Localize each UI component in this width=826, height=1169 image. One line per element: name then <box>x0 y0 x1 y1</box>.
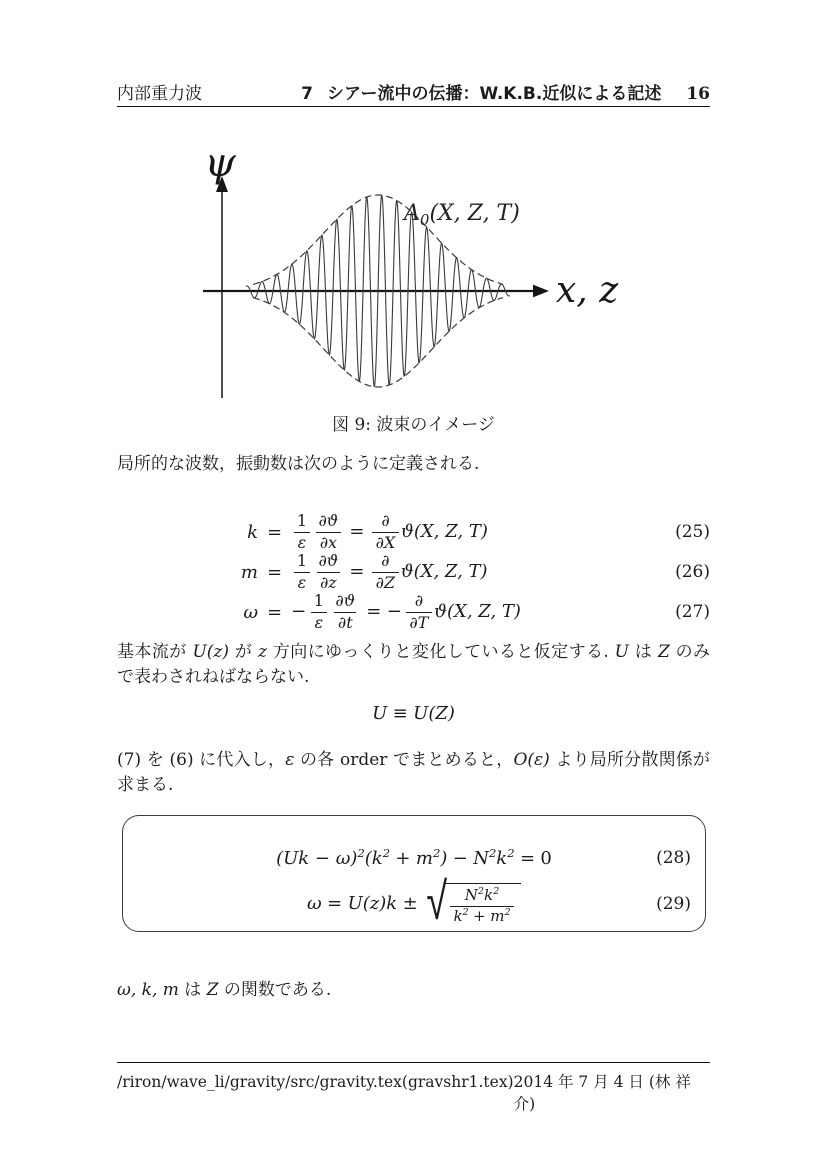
paragraph-definitions-intro: 局所的な波数，振動数は次のように定義される. <box>117 454 480 474</box>
header-section-number: 7 <box>301 84 313 104</box>
wave-packet-figure <box>150 140 620 405</box>
envelope-label: $A_0(X$, Z, T) <box>404 201 520 229</box>
equation-row-omega <box>117 592 710 632</box>
equation-rhs: − $\frac{1}{\varepsilon}$ $\frac{\partial ϑ}{\partial t}$ = − $\frac{\partial}{\partial T}$ ϑ(X, Z, T) <box>291 591 521 632</box>
equation-group-definitions <box>117 512 710 632</box>
equation-body: ω = U(z)k ± √ $\frac{N^2k^2}{k^2 + m^2}$ <box>307 883 521 925</box>
equation-number: (29) <box>656 894 691 914</box>
page-header <box>117 84 710 107</box>
psi-axis-label: ψ <box>204 140 236 186</box>
equation-row-m <box>117 552 710 592</box>
xz-axis-label: x, z <box>556 270 619 311</box>
paragraph-basic-flow: 基本流が U(z) が z 方向にゆっくりと変化していると仮定する. U は Z のみで表わされねばならない. <box>117 642 710 687</box>
page-number: 16 <box>686 84 710 104</box>
equation-number: (25) <box>675 522 710 542</box>
equation-number: (26) <box>675 562 710 582</box>
equation-relation: = <box>267 601 283 623</box>
equation-row-dispersion <box>123 840 705 876</box>
equation-number: (27) <box>675 602 710 622</box>
equation-number: (28) <box>656 848 691 868</box>
equation-rhs: $\frac{1}{\varepsilon}$ $\frac{\partial ϑ}{\partial x}$ = $\frac{\partial}{\partial X}$ ϑ(X, Z, T) <box>291 512 662 552</box>
footer-file-path: /riron/wave_li/gravity/src/gravity.tex(gravshr1.tex) <box>117 1073 514 1091</box>
equation-relation: = <box>267 521 283 543</box>
page-footer <box>117 1062 710 1114</box>
figure-caption: 図 9: 波束のイメージ <box>332 415 495 435</box>
header-section-title <box>301 84 661 104</box>
equation-row-omega-solution <box>123 871 705 932</box>
footer-date-author: 2014 年 7 月 4 日 (林 祥介) <box>513 1073 691 1113</box>
equation-identity-U: U ≡ U(Z) <box>372 703 455 724</box>
equation-relation: = <box>267 561 283 583</box>
equation-body: $(Uk - \omega)^2(k^2 + m^2) - N^2k^2 = 0$ <box>276 845 552 869</box>
equation-lhs: ω <box>243 601 258 623</box>
equation-lhs: k <box>247 521 258 543</box>
paragraph-z-functions: ω, k, m は Z の関数である. <box>117 980 332 1000</box>
header-left-title: 内部重力波 <box>117 84 202 104</box>
equation-rhs: $\frac{1}{\varepsilon}$ $\frac{\partial ϑ}{\partial z}$ = $\frac{\partial}{\partial Z}$ ϑ(X, Z, T) <box>291 552 662 592</box>
equation-row-k <box>117 512 710 552</box>
dispersion-relation-box <box>122 815 706 932</box>
xz-axis-arrow-icon <box>533 285 549 298</box>
wave-packet-svg <box>150 140 620 405</box>
paragraph-substitution: (7) を (6) に代入し，ε の各 order でまとめると，O(ε) より局所分散関係が求まる. <box>117 750 711 795</box>
equation-lhs: m <box>240 561 258 583</box>
header-section-text: シアー流中の伝播：W.K.B.近似による記述 <box>326 84 662 104</box>
